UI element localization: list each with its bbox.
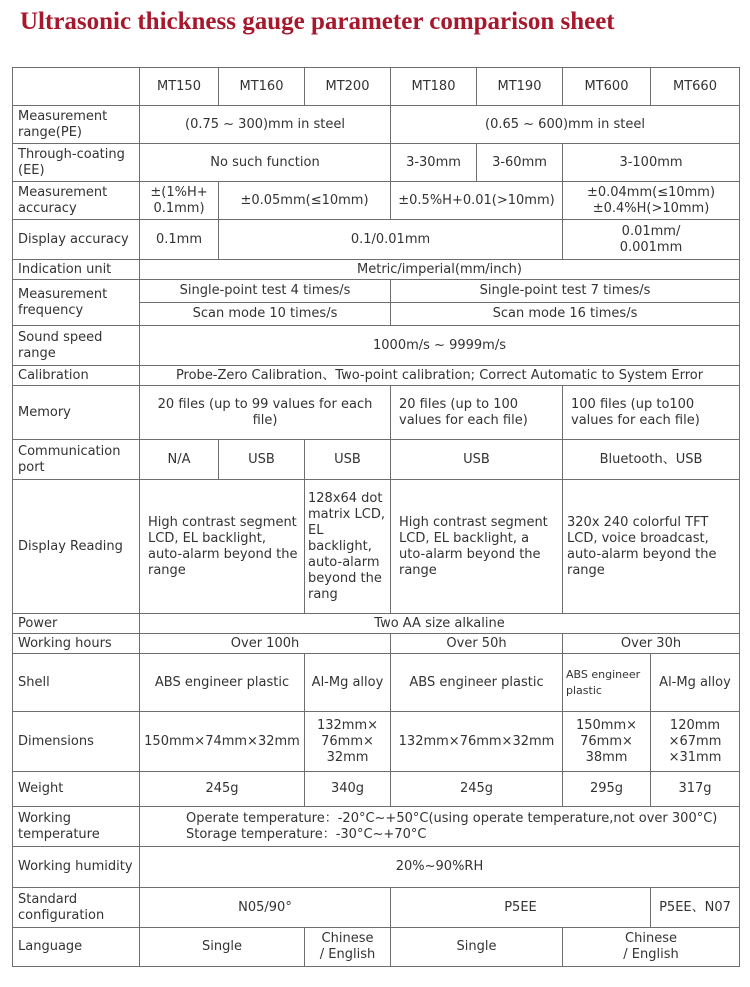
table-cell: 100 files (up to100 values for each file) bbox=[563, 386, 740, 440]
table-cell: Over 30h bbox=[563, 634, 740, 654]
table-cell: 132mm× 76mm× 32mm bbox=[305, 712, 391, 772]
table-cell: High contrast segment LCD, EL backlight, auto-alarm beyond the range bbox=[140, 480, 305, 614]
row-label: Working temperature bbox=[13, 807, 140, 847]
table-cell: 0.1/0.01mm bbox=[219, 220, 563, 260]
row-label: Measurement frequency bbox=[13, 280, 140, 326]
table-cell: 317g bbox=[651, 772, 740, 807]
table-cell: ABS engineer plastic bbox=[391, 654, 563, 712]
table-cell: ABS engineer plastic bbox=[563, 654, 651, 712]
table-cell bbox=[305, 928, 391, 967]
table-cell: USB bbox=[305, 440, 391, 480]
row-working-temperature bbox=[13, 807, 740, 847]
row-language bbox=[13, 928, 740, 967]
model-header: MT150 bbox=[140, 68, 219, 106]
row-label: Weight bbox=[13, 772, 140, 807]
row-dimensions bbox=[13, 712, 740, 772]
table-cell: Single-point test 4 times/s bbox=[140, 280, 391, 303]
model-header: MT180 bbox=[391, 68, 477, 106]
table-cell: ±0.5%H+0.01(>10mm) bbox=[391, 182, 563, 220]
row-calibration bbox=[13, 366, 740, 386]
table-cell: Over 100h bbox=[140, 634, 391, 654]
row-measurement-accuracy bbox=[13, 182, 740, 220]
cell-line: / English bbox=[623, 947, 679, 962]
row-label: Standard configuration bbox=[13, 888, 140, 928]
cell-line: Storage temperature：-30°C~+70°C bbox=[186, 826, 427, 842]
row-sound-speed bbox=[13, 326, 740, 366]
table-cell: 128x64 dot matrix LCD, EL backlight, auto-alarm beyond the rang bbox=[305, 480, 391, 614]
table-cell: 20 files (up to 100 values for each file) bbox=[391, 386, 563, 440]
row-label: Working humidity bbox=[13, 847, 140, 888]
table-cell: 295g bbox=[563, 772, 651, 807]
header-row bbox=[13, 68, 740, 106]
table-cell bbox=[563, 220, 740, 260]
table-cell: 150mm×74mm×32mm bbox=[140, 712, 305, 772]
table-cell: High contrast segment LCD, EL backlight, a uto-alarm beyond the range bbox=[391, 480, 563, 614]
row-weight bbox=[13, 772, 740, 807]
table-cell: 132mm×76mm×32mm bbox=[391, 712, 563, 772]
table-cell bbox=[563, 182, 740, 220]
row-label: Sound speed range bbox=[13, 326, 140, 366]
row-label: Communication port bbox=[13, 440, 140, 480]
table-cell: Single bbox=[391, 928, 563, 967]
table-cell: Probe-Zero Calibration、Two-point calibration; Correct Automatic to System Error bbox=[140, 366, 740, 386]
table-cell: 20 files (up to 99 values for each file) bbox=[140, 386, 391, 440]
table-cell: 1000m/s ~ 9999m/s bbox=[140, 326, 740, 366]
table-cell: N/A bbox=[140, 440, 219, 480]
model-header: MT600 bbox=[563, 68, 651, 106]
comparison-table bbox=[12, 67, 740, 967]
row-label: Memory bbox=[13, 386, 140, 440]
cell-line: ±0.04mm(≤10mm) bbox=[586, 184, 716, 200]
model-header: MT190 bbox=[477, 68, 563, 106]
table-cell: Metric/imperial(mm/inch) bbox=[140, 260, 740, 280]
row-shell bbox=[13, 654, 740, 712]
table-cell: 320x 240 colorful TFT LCD, voice broadcast, auto-alarm beyond the range bbox=[563, 480, 740, 614]
table-cell: 150mm× 76mm× 38mm bbox=[563, 712, 651, 772]
table-cell: USB bbox=[391, 440, 563, 480]
row-working-humidity bbox=[13, 847, 740, 888]
row-standard-configuration bbox=[13, 888, 740, 928]
row-label: Measurement range(PE) bbox=[13, 106, 140, 144]
row-display-accuracy bbox=[13, 220, 740, 260]
row-indication-unit bbox=[13, 260, 740, 280]
cell-line: 0.001mm bbox=[619, 239, 683, 255]
table-cell: No such function bbox=[140, 144, 391, 182]
table-cell: 340g bbox=[305, 772, 391, 807]
table-cell: Bluetooth、USB bbox=[563, 440, 740, 480]
table-cell: (0.75 ~ 300)mm in steel bbox=[140, 106, 391, 144]
cell-line: / English bbox=[319, 947, 376, 962]
row-communication-port bbox=[13, 440, 740, 480]
row-label: Language bbox=[13, 928, 140, 967]
cell-line: Operate temperature：-20°C~+50°C(using operate temperature,not over 300°C) bbox=[186, 810, 718, 826]
row-label: Dimensions bbox=[13, 712, 140, 772]
row-frequency bbox=[13, 280, 740, 303]
table-cell: ABS engineer plastic bbox=[140, 654, 305, 712]
row-measurement-range bbox=[13, 106, 740, 144]
row-label: Working hours bbox=[13, 634, 140, 654]
table-cell: (0.65 ~ 600)mm in steel bbox=[391, 106, 740, 144]
row-label: Shell bbox=[13, 654, 140, 712]
cell-line: ±0.4%H(>10mm) bbox=[592, 200, 710, 216]
row-display-reading bbox=[13, 480, 740, 614]
table-cell: 3-100mm bbox=[563, 144, 740, 182]
table-cell: Single bbox=[140, 928, 305, 967]
table-cell: Al-Mg alloy bbox=[305, 654, 391, 712]
table-cell: 120mm ×67mm ×31mm bbox=[651, 712, 740, 772]
table-cell bbox=[563, 928, 740, 967]
header-corner-cell bbox=[13, 68, 140, 106]
table-cell bbox=[140, 807, 740, 847]
table-cell: 245g bbox=[140, 772, 305, 807]
table-cell: 3-30mm bbox=[391, 144, 477, 182]
row-label: Measurement accuracy bbox=[13, 182, 140, 220]
row-label: Display Reading bbox=[13, 480, 140, 614]
table-cell: Single-point test 7 times/s bbox=[391, 280, 740, 303]
table-cell: ±0.05mm(≤10mm) bbox=[219, 182, 391, 220]
table-cell: USB bbox=[219, 440, 305, 480]
row-label: Calibration bbox=[13, 366, 140, 386]
row-label: Through-coating (EE) bbox=[13, 144, 140, 182]
model-header: MT160 bbox=[219, 68, 305, 106]
table-cell: 0.1mm bbox=[140, 220, 219, 260]
sheet-title: Ultrasonic thickness gauge parameter comparison sheet bbox=[20, 8, 615, 35]
table-cell: P5EE bbox=[391, 888, 651, 928]
table-cell: 3-60mm bbox=[477, 144, 563, 182]
table-cell: 245g bbox=[391, 772, 563, 807]
row-power bbox=[13, 614, 740, 634]
row-working-hours bbox=[13, 634, 740, 654]
table-cell: ±(1%H+ 0.1mm) bbox=[140, 182, 219, 220]
cell-line: Chinese bbox=[625, 931, 677, 946]
row-label: Indication unit bbox=[13, 260, 140, 280]
row-label: Power bbox=[13, 614, 140, 634]
table-cell: 20%~90%RH bbox=[140, 847, 740, 888]
cell-line: Chinese bbox=[321, 931, 374, 946]
row-memory bbox=[13, 386, 740, 440]
row-through-coating bbox=[13, 144, 740, 182]
table-cell: N05/90° bbox=[140, 888, 391, 928]
table-cell: Scan mode 10 times/s bbox=[140, 303, 391, 326]
table-cell: Scan mode 16 times/s bbox=[391, 303, 740, 326]
table-cell: Al-Mg alloy bbox=[651, 654, 740, 712]
table-cell: Two AA size alkaline bbox=[140, 614, 740, 634]
model-header: MT660 bbox=[651, 68, 740, 106]
row-label: Display accuracy bbox=[13, 220, 140, 260]
cell-line: 0.01mm/ bbox=[621, 223, 681, 239]
table-cell: Over 50h bbox=[391, 634, 563, 654]
model-header: MT200 bbox=[305, 68, 391, 106]
table-cell: P5EE、N07 bbox=[651, 888, 740, 928]
